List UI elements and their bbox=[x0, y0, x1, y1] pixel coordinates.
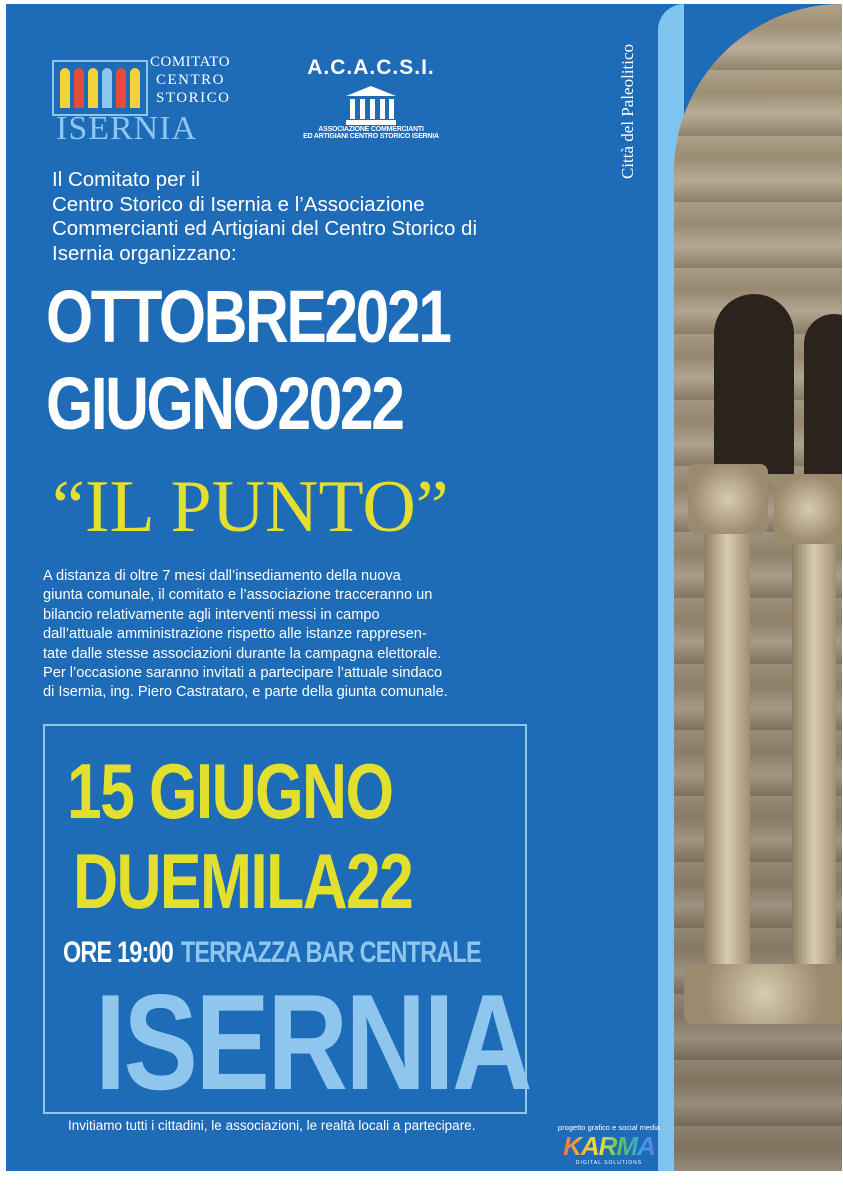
credit-label: progetto grafico e social media bbox=[557, 1123, 661, 1132]
logo-text-comitato: COMITATO bbox=[150, 54, 231, 70]
column-base bbox=[684, 964, 842, 1024]
event-details-box bbox=[43, 724, 531, 1118]
intro-line: Commercianti ed Artigiani del Centro Storico di bbox=[52, 217, 477, 240]
logo-text-centro: CENTRO bbox=[156, 72, 225, 88]
side-tagline: Città del Paleolitico bbox=[618, 44, 637, 180]
acacsi-title: A.C.A.C.S.I. bbox=[307, 56, 435, 79]
body-paragraph bbox=[43, 567, 529, 703]
event-place: TERRAZZA BAR CENTRALE bbox=[180, 936, 481, 969]
event-date-line-2: DUEMILA22 bbox=[73, 837, 413, 925]
logo-text-isernia: ISERNIA bbox=[56, 110, 198, 147]
event-city: ISERNIA bbox=[95, 966, 531, 1118]
acacsi-subtitle-1: ASSOCIAZIONE COMMERCIANTI bbox=[318, 126, 424, 133]
intro-line: Isernia organizzano: bbox=[52, 241, 237, 265]
body-line: dall’attuale amministrazione rispetto alle istanze rappresen- bbox=[43, 626, 427, 643]
invitation-text: Invitiamo tutti i cittadini, le associazioni, le realtà locali a partecipare. bbox=[68, 1118, 476, 1133]
column-capital bbox=[688, 464, 768, 534]
event-time: ORE 19:00 bbox=[63, 936, 174, 969]
acacsi-logo bbox=[286, 56, 456, 156]
logo-text-storico: STORICO bbox=[156, 90, 231, 106]
body-line: giunta comunale, il comitato e l’associazione tracceranno un bbox=[43, 587, 433, 604]
headline-line-1: OTTOBRE2021 bbox=[46, 275, 450, 358]
credit-logo bbox=[554, 1123, 664, 1166]
intro-line: Centro Storico di Isernia e l’Associazione bbox=[52, 192, 425, 216]
body-line: tate dalle stesse associazioni durante la campagna elettorale. bbox=[43, 645, 442, 662]
arch-shadow bbox=[714, 294, 794, 474]
building-icon bbox=[52, 60, 148, 116]
arch-shadow bbox=[804, 314, 842, 474]
column-capital bbox=[774, 474, 842, 544]
cloister-photo bbox=[674, 4, 842, 1171]
headline-line-2: GIUGNO2022 bbox=[46, 362, 403, 445]
stone-column bbox=[792, 534, 836, 974]
event-name: “IL PUNTO” bbox=[52, 466, 449, 548]
event-time-place bbox=[63, 936, 481, 970]
stone-column bbox=[704, 524, 750, 974]
temple-icon bbox=[346, 86, 396, 126]
credit-brand: KARMA bbox=[554, 1132, 664, 1160]
intro-line: Il Comitato per il bbox=[52, 168, 201, 191]
body-line: Per l’occasione saranno invitati a partecipare l’attuale sindaco bbox=[43, 665, 443, 682]
acacsi-subtitle-2: ED ARTIGIANI CENTRO STORICO ISERNIA bbox=[303, 133, 439, 140]
body-line: A distanza di oltre 7 mesi dall’insediamento della nuova bbox=[43, 568, 401, 584]
credit-tagline: DIGITAL SOLUTIONS bbox=[575, 1160, 643, 1166]
body-line: di Isernia, ing. Piero Castrataro, e parte della giunta comunale. bbox=[43, 684, 448, 701]
event-date-line-1: 15 GIUGNO bbox=[67, 747, 393, 835]
intro-text bbox=[52, 168, 612, 266]
poster bbox=[6, 4, 842, 1171]
body-line: bilancio relativamente agli interventi messi in campo bbox=[43, 606, 380, 623]
comitato-logo bbox=[52, 52, 242, 152]
